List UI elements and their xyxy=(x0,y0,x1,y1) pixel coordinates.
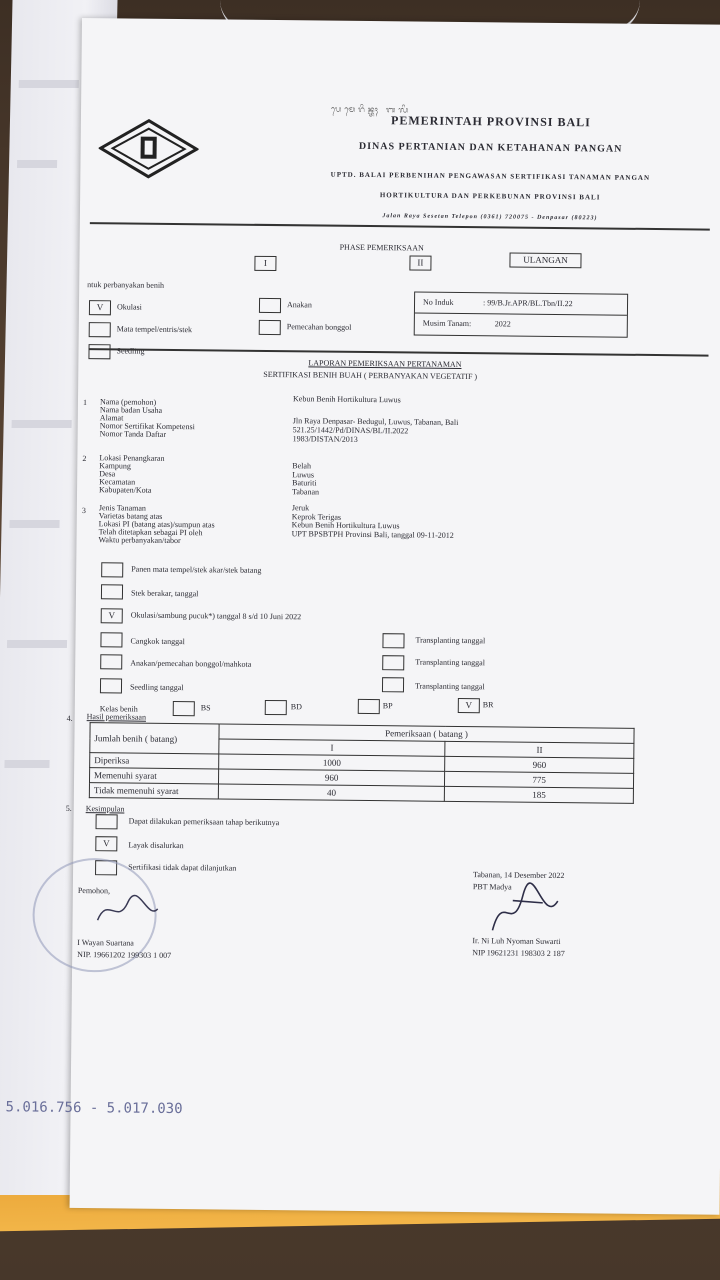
stek-label: Stek berakar, tanggal xyxy=(130,588,199,599)
pemohon-name: I Wayan Suartana xyxy=(77,938,134,948)
header-pemeriksaan: Pemeriksaan ( batang ) xyxy=(219,724,634,743)
bp-checkbox[interactable] xyxy=(358,699,380,714)
section1-value-3: 521.25/1442/Pd/DINAS/BL/II.2022 xyxy=(292,425,409,436)
section2-value: Baturiti xyxy=(292,478,317,488)
musim-label: Musim Tanam: xyxy=(422,318,472,329)
section3-labels xyxy=(98,504,214,545)
section3-values xyxy=(292,504,455,540)
section2-value: Tabanan xyxy=(292,486,320,497)
results-table xyxy=(89,722,635,804)
section1-label: Nama (pemohon) xyxy=(99,397,157,407)
section5-num: 5. xyxy=(65,803,72,813)
no-induk-label: No Induk xyxy=(422,297,454,307)
section2-label: Kecamatan xyxy=(99,477,136,487)
row-value-i: 960 xyxy=(218,769,444,786)
transplanting-checkbox-1[interactable] xyxy=(382,633,404,648)
section3-value: Jeruk xyxy=(291,503,310,513)
section1-label: Nomor Sertifikat Kompetensi xyxy=(99,421,195,432)
pbt-nip: NIP 19621231 198303 2 187 xyxy=(472,948,565,959)
balinese-script: ᬧᬾᬫᬾᬭᬶᬦ᭄ᬢᬄ ᬩᬮᬶ xyxy=(331,104,412,115)
row-value-ii: 960 xyxy=(445,756,634,773)
kelas-label: Kelas benih xyxy=(99,704,138,714)
document-page xyxy=(5,18,720,1215)
ulangan-box: ULANGAN xyxy=(509,252,581,268)
anakan-pemecahan-checkbox[interactable] xyxy=(100,654,122,669)
pemecahan-label: Pemecahan bonggol xyxy=(286,322,352,332)
header-jumlah: Jumlah benih ( batang) xyxy=(90,723,219,754)
section1-value-2: Jln Raya Denpasar- Bedugul, Luwus, Tabanan, Bali xyxy=(292,416,459,427)
section2-num: 2 xyxy=(82,454,87,464)
row-value-ii: 185 xyxy=(445,786,634,803)
layak-checkbox[interactable]: V xyxy=(95,836,117,851)
section2-label: Lokasi Penangkaran xyxy=(99,453,165,463)
br-label: BR xyxy=(482,700,494,710)
transplanting-label-2: Transplanting tanggal xyxy=(415,657,486,668)
seedling-tanggal-checkbox[interactable] xyxy=(100,678,122,693)
stek-checkbox[interactable] xyxy=(101,584,123,599)
br-checkbox[interactable]: V xyxy=(458,698,480,713)
cangkok-label: Cangkok tanggal xyxy=(130,636,185,647)
phase-box-2: II xyxy=(409,255,431,270)
layak-label: Layak disalurkan xyxy=(128,840,184,851)
section2-value: Belah xyxy=(292,461,312,471)
section3-value: Keprok Terigas xyxy=(291,511,342,522)
section3-label: Telah ditetapkan sebagai PI oleh xyxy=(98,527,203,538)
propagation-title: ntuk perbanyakan benih xyxy=(87,280,165,290)
section1-label: Alamat xyxy=(99,413,124,423)
row-label: Memenuhi syarat xyxy=(89,768,218,784)
bs-label: BS xyxy=(200,703,211,713)
section2-label: Kabupaten/Kota xyxy=(99,485,152,495)
section1-label: Nama badan Usaha xyxy=(99,405,163,415)
mata-tempel-label: Mata tempel/entris/stek xyxy=(116,324,193,335)
pemohon-role: Pemohon, xyxy=(77,886,111,896)
bd-checkbox[interactable] xyxy=(265,700,287,715)
header-line3: UPTD. BALAI PERBENIHAN PENGAWASAN SERTIFIKASI TANAMAN PANGAN xyxy=(330,170,651,182)
section2-label: Kampung xyxy=(99,461,131,471)
section3-value: Kebun Benih Hortikultura Luwus xyxy=(291,520,400,531)
lanjut-checkbox[interactable] xyxy=(96,814,118,829)
okulasi-label: Okulasi xyxy=(116,302,142,312)
row-value-ii: 775 xyxy=(445,771,634,788)
section2-labels xyxy=(99,454,165,495)
handwritten-note: 5.016.756 - 5.017.030 xyxy=(5,1099,183,1118)
row-label: Tidak memenuhi syarat xyxy=(89,783,218,799)
anakan-pemecahan-label: Anakan/pemecahan bonggol/mahkota xyxy=(130,658,252,669)
report-title: LAPORAN PEMERIKSAAN PERTANAMAN xyxy=(308,358,462,369)
section2-values xyxy=(292,462,319,496)
pemecahan-checkbox[interactable] xyxy=(259,320,281,335)
section2-value: Luwus xyxy=(292,469,315,479)
row-value-i: 1000 xyxy=(219,754,445,771)
section3-label: Waktu perbanyakan/tabor xyxy=(98,535,181,546)
pemohon-signature-icon xyxy=(92,890,162,931)
pemohon-nip: NIP. 19661202 199303 1 007 xyxy=(77,950,172,960)
panen-checkbox[interactable] xyxy=(101,562,123,577)
bd-label: BD xyxy=(290,702,302,712)
section4-title: Hasil pemeriksaan xyxy=(86,712,147,722)
transplanting-label-3: Transplanting tanggal xyxy=(414,681,485,692)
row-value-i: 40 xyxy=(218,784,444,801)
seedling-tanggal-label: Seedling tanggal xyxy=(129,682,184,693)
cangkok-checkbox[interactable] xyxy=(100,632,122,647)
section1-label: Nomor Tanda Daftar xyxy=(99,429,167,439)
header-line2: DINAS PERTANIAN DAN KETAHANAN PANGAN xyxy=(358,140,623,155)
section3-value: UPT BPSBTPH Provinsi Bali, tanggal 09-11-2012 xyxy=(291,528,454,540)
okulasi-tanggal-checkbox[interactable]: V xyxy=(101,608,123,623)
section4-num: 4. xyxy=(66,713,73,723)
induk-box xyxy=(414,291,628,337)
section2-label: Desa xyxy=(99,469,116,479)
pbt-signature-icon xyxy=(482,880,563,941)
section1-value-4: 1983/DISTAN/2013 xyxy=(292,434,358,444)
header-ii: II xyxy=(445,741,634,758)
seedling-checkbox[interactable] xyxy=(88,344,110,359)
tidak-lanjut-label: Sertifikasi tidak dapat dilanjutkan xyxy=(128,862,237,873)
transplanting-label-1: Transplanting tanggal xyxy=(415,635,486,646)
panen-label: Panen mata tempel/stek akar/stek batang xyxy=(131,564,262,575)
transplanting-checkbox-3[interactable] xyxy=(382,677,404,692)
section3-label: Lokasi PI (batang atas)/sumpun atas xyxy=(98,519,215,530)
anakan-checkbox[interactable] xyxy=(259,298,281,313)
phase-box-1: I xyxy=(254,256,276,271)
bali-emblem-icon xyxy=(98,118,199,179)
header-i: I xyxy=(219,739,445,756)
header-line4: HORTIKULTURA DAN PERKEBUNAN PROVINSI BALI xyxy=(379,191,601,202)
row-label: Diperiksa xyxy=(90,753,219,769)
divider-2 xyxy=(89,348,709,356)
signing-place-date: Tabanan, 14 Desember 2022 xyxy=(473,870,565,881)
bs-checkbox[interactable] xyxy=(173,701,195,716)
section5-title: Kesimpulan xyxy=(85,804,125,814)
header-line1: PEMERINTAH PROVINSI BALI xyxy=(390,113,591,130)
header-divider xyxy=(90,222,710,230)
section3-label: Jenis Tanaman xyxy=(98,503,146,513)
okulasi-tanggal-label: Okulasi/sambung pucuk*) tanggal 8 s/d 10 Juni 2022 xyxy=(130,610,302,622)
lanjut-label: Dapat dilakukan pemeriksaan tahap berikutnya xyxy=(128,816,280,828)
pbt-name: Ir. Ni Luh Nyoman Suwarti xyxy=(472,936,561,947)
mata-tempel-checkbox[interactable] xyxy=(89,322,111,337)
section1-num: 1 xyxy=(82,398,88,408)
anakan-label: Anakan xyxy=(286,300,312,310)
musim-value: 2022 xyxy=(494,319,511,329)
header-address: Jalan Raya Sesetan Telepon (0361) 720075 - Denpasar (80223) xyxy=(382,213,598,222)
section3-num: 3 xyxy=(81,506,86,516)
section1-value-0: Kebun Benih Hortikultura Luwus xyxy=(292,394,401,405)
phase-title: PHASE PEMERIKSAAN xyxy=(339,242,424,253)
transplanting-checkbox-2[interactable] xyxy=(382,655,404,670)
bp-label: BP xyxy=(382,701,393,711)
seedling-label: Seedling xyxy=(116,346,145,356)
section1-labels xyxy=(100,398,196,439)
no-induk-value: : 99/B.Jr.APR/BL.Tbn/II.22 xyxy=(482,298,573,309)
section3-label: Varietas batang atas xyxy=(98,511,163,521)
pbt-role: PBT Madya xyxy=(472,882,512,892)
report-subtitle: SERTIFIKASI BENIH BUAH ( PERBANYAKAN VEGETATIF ) xyxy=(263,369,478,382)
okulasi-checkbox[interactable]: V xyxy=(89,300,111,315)
